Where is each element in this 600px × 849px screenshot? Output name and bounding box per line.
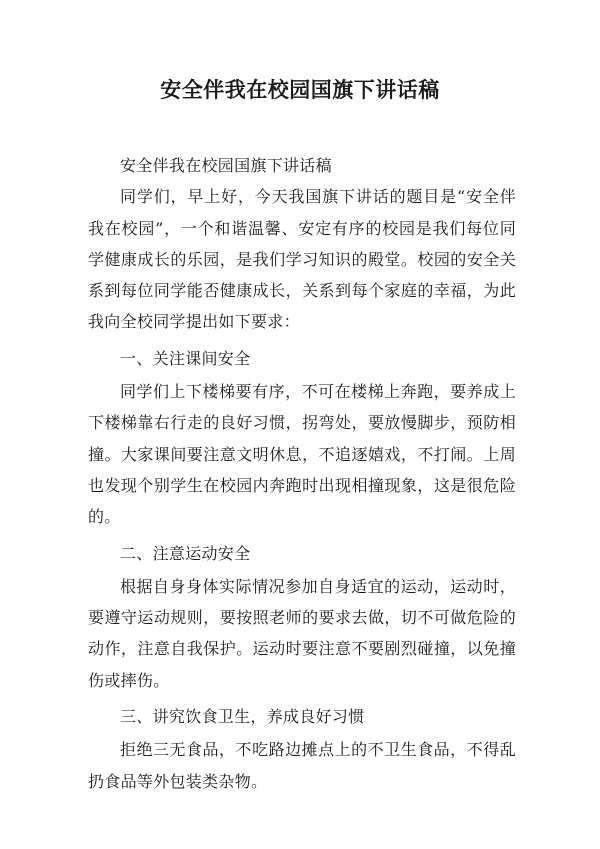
- document-subtitle: 安全伴我在校园国旗下讲话稿: [120, 156, 332, 175]
- intro-paragraph: 同学们，早上好，今天我国旗下讲话的题目是“安全伴我在校园”，一个和谐温馨、安定有序的校园是我们每位同学健康成长的乐园，是我们学习知识的殿堂。校园的安全关系到每位同学能否健康成长，关系到每个家庭的幸福，为此我向全校同学提出如下要求：: [88, 187, 516, 332]
- section-heading-1: 一、关注课间安全: [120, 348, 251, 368]
- document-body: [88, 150, 516, 797]
- section-paragraph-1: 同学们上下楼梯要有序，不可在楼梯上奔跑，要养成上下楼梯靠右行走的良好习惯，拐弯处，要放慢脚步，预防相撞。大家课间要注意文明休息，不追逐嬉戏，不打闹。上周也发现个别学生在校园内奔跑时出现相撞现象，这是很危险的。: [88, 382, 516, 527]
- page-title: 安全伴我在校园国旗下讲话稿: [160, 78, 440, 102]
- section-heading-3: 三、讲究饮食卫生，养成良好习惯: [120, 707, 365, 727]
- section-paragraph-3: 拒绝三无食品，不吃路边摊点上的不卫生食品，不得乱扔食品等外包装类杂物。: [88, 740, 516, 791]
- section-paragraph-2: 根据自身身体实际情况参加自身适宜的运动，运动时，要遵守运动规则，要按照老师的要求去做，切不可做危险的动作，注意自我保护。运动时要注意不要剧烈碰撞，以免撞伤或摔伤。: [88, 576, 516, 690]
- section-heading-2: 二、注意运动安全: [120, 543, 251, 563]
